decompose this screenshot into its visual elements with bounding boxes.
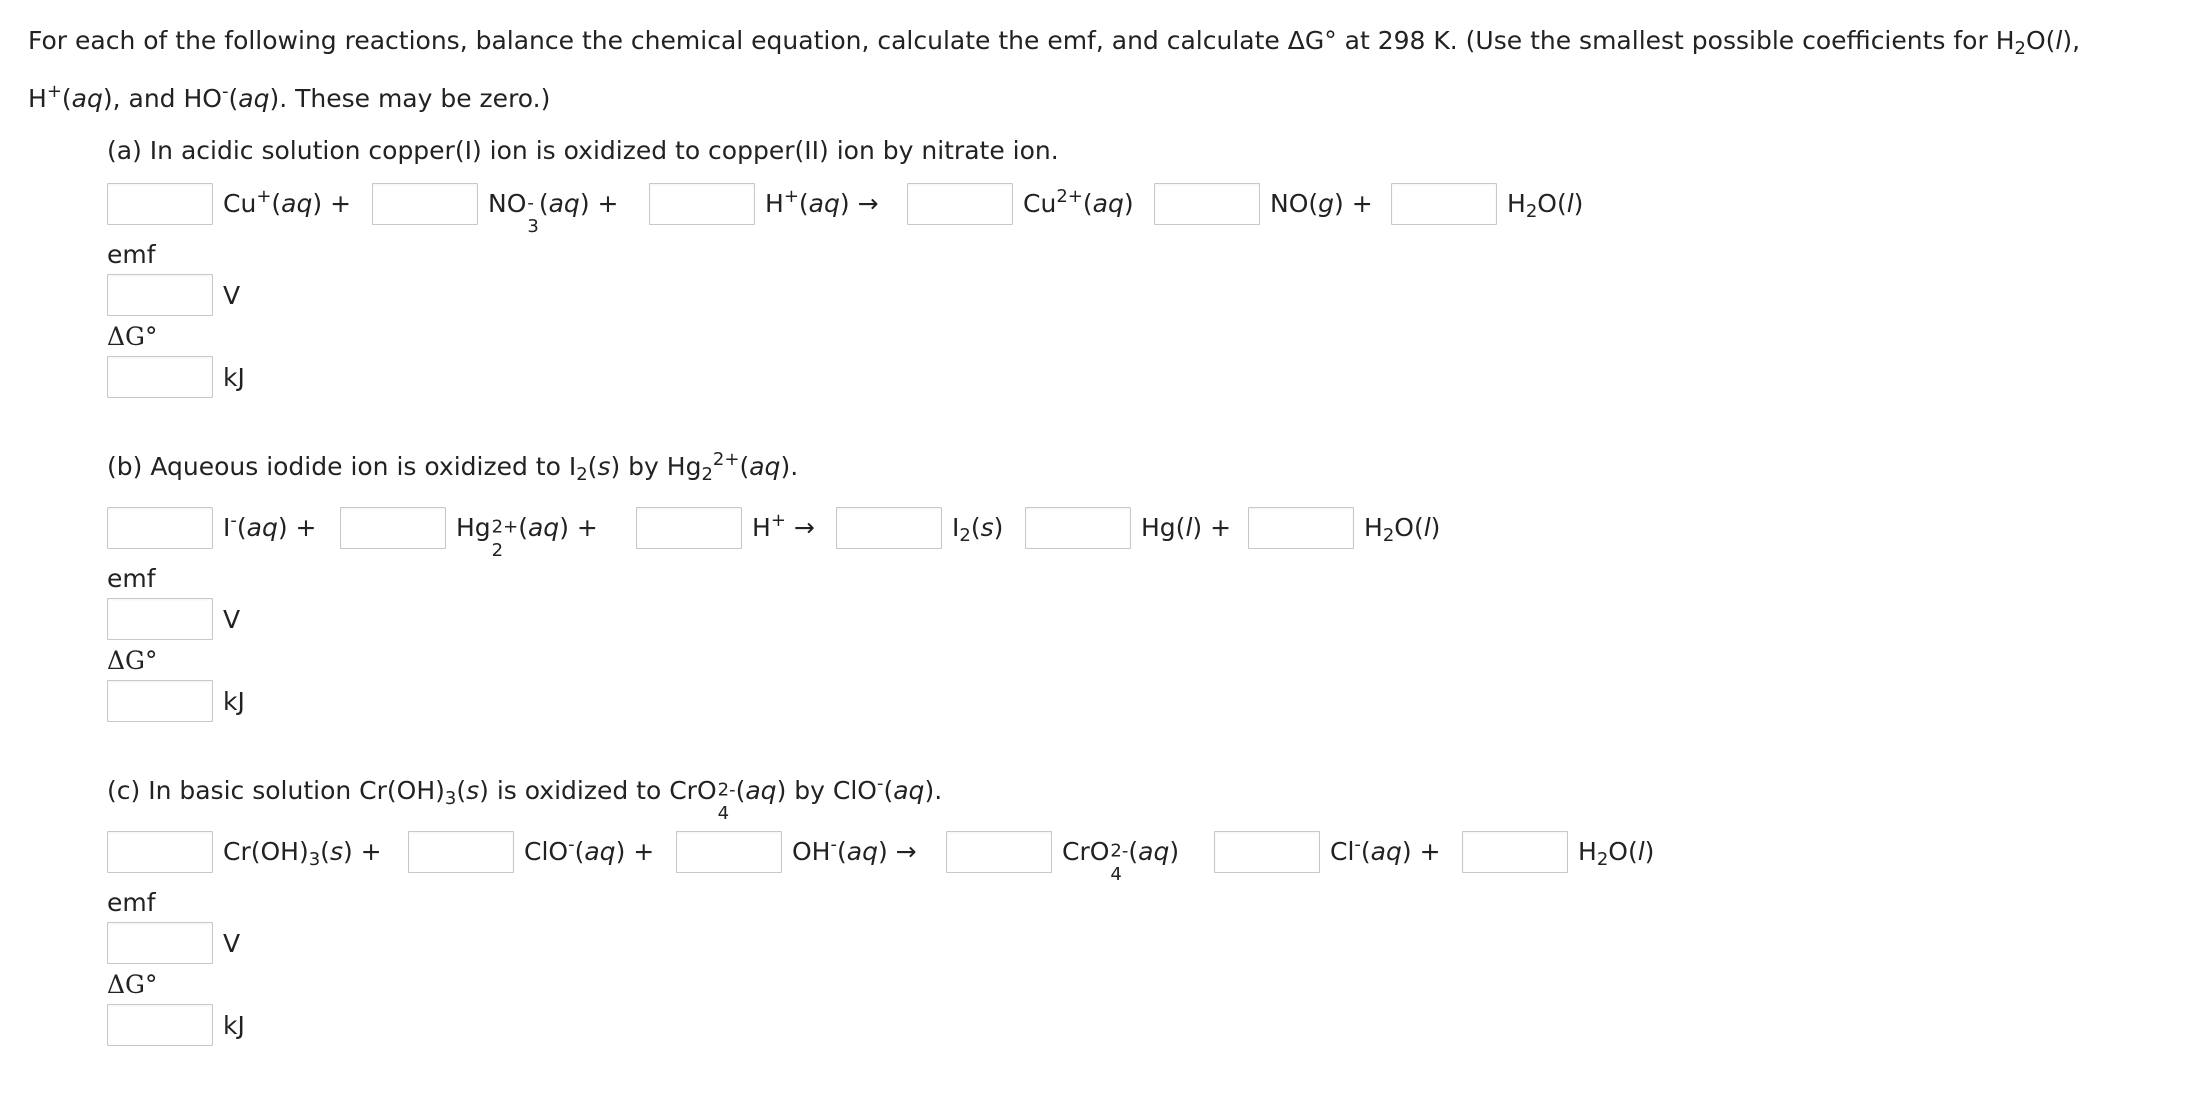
delta-g-label: ΔG°: [107, 322, 158, 351]
coef-a-cu2-plus[interactable]: [907, 183, 1013, 225]
coef-b-h-plus[interactable]: [636, 507, 742, 549]
species-cu-plus: Cu+(aq) +: [223, 186, 352, 218]
coef-b-hg[interactable]: [1025, 507, 1131, 549]
coef-c-croh3[interactable]: [107, 831, 213, 873]
species-b-h-plus: H+ →: [752, 510, 815, 542]
species-cro4: CrO 2- 4 (aq): [1062, 837, 1180, 885]
equation-c: [0, 831, 2194, 885]
delta-g-c-input[interactable]: [107, 1004, 213, 1046]
species-no3: NO - 3 (aq) +: [488, 189, 619, 237]
coef-c-cl[interactable]: [1214, 831, 1320, 873]
species-hg: Hg(l) +: [1141, 513, 1232, 542]
species-c-h2o: $H_2O(l)$: [1578, 837, 1655, 871]
delta-g-label: ΔG°: [107, 970, 158, 999]
part-a-title: (a) In acidic solution copper(I) ion is oxidized to copper(II) ion by nitrate ion.: [107, 136, 1059, 165]
emf-label: emf: [107, 888, 156, 917]
delta-g-label: ΔG°: [107, 646, 158, 675]
species-h2o: $H_2O(l)$: [1507, 189, 1584, 223]
species-oh: OH-(aq) →: [792, 834, 917, 866]
kj-unit: kJ: [223, 1011, 245, 1040]
coef-a-h-plus[interactable]: [649, 183, 755, 225]
coef-c-cro4[interactable]: [946, 831, 1052, 873]
species-clo: ClO-(aq) +: [524, 834, 655, 866]
coef-a-h2o[interactable]: [1391, 183, 1497, 225]
volt-unit: V: [223, 281, 241, 310]
species-iodide: I-(aq) +: [223, 510, 317, 542]
species-no: NO(g) +: [1270, 189, 1373, 218]
part-b-title: (b) Aqueous iodide ion is oxidized to $I_2(s)$ by $Hg_2^{2+}(aq)$.: [107, 449, 799, 486]
species-h-plus: H+(aq) →: [765, 186, 879, 218]
kj-unit: kJ: [223, 363, 245, 392]
emf-a-input[interactable]: [107, 274, 213, 316]
equation-a: [0, 183, 2194, 237]
coef-b-i2[interactable]: [836, 507, 942, 549]
volt-unit: V: [223, 929, 241, 958]
coef-a-no[interactable]: [1154, 183, 1260, 225]
coef-c-oh[interactable]: [676, 831, 782, 873]
coef-b-hg2[interactable]: [340, 507, 446, 549]
coef-a-no3[interactable]: [372, 183, 478, 225]
species-croh3: $Cr(OH)_3(s)$ +: [223, 837, 382, 871]
coef-a-cu-plus[interactable]: [107, 183, 213, 225]
equation-b: [0, 507, 2194, 561]
coef-b-iodide[interactable]: [107, 507, 213, 549]
species-cl: Cl-(aq) +: [1330, 834, 1441, 866]
species-i2: $I_2(s)$: [952, 513, 1004, 547]
kj-unit: kJ: [223, 687, 245, 716]
emf-c-input[interactable]: [107, 922, 213, 964]
part-c-title: (c) In basic solution $Cr(OH)_3(s)$ is oxidized to CrO 2- 4 (aq) by ClO-(aq).: [107, 773, 943, 824]
coef-c-h2o[interactable]: [1462, 831, 1568, 873]
emf-label: emf: [107, 240, 156, 269]
species-b-h2o: $H_2O(l)$: [1364, 513, 1441, 547]
volt-unit: V: [223, 605, 241, 634]
coef-c-clo[interactable]: [408, 831, 514, 873]
species-cu2-plus: $Cu^{2+}(aq)$: [1023, 186, 1134, 218]
emf-label: emf: [107, 564, 156, 593]
emf-b-input[interactable]: [107, 598, 213, 640]
instructions: For each of the following reactions, balance the chemical equation, calculate the emf, and calculate ΔG° at 298 K. (Use the smallest possible coefficients for $H_2O(l)$, H+(aq), and HO-(aq). These may be zero.): [28, 26, 2081, 113]
delta-g-a-input[interactable]: [107, 356, 213, 398]
coef-b-h2o[interactable]: [1248, 507, 1354, 549]
delta-g-b-input[interactable]: [107, 680, 213, 722]
species-hg2: Hg 2+ 2 (aq) +: [456, 513, 598, 561]
